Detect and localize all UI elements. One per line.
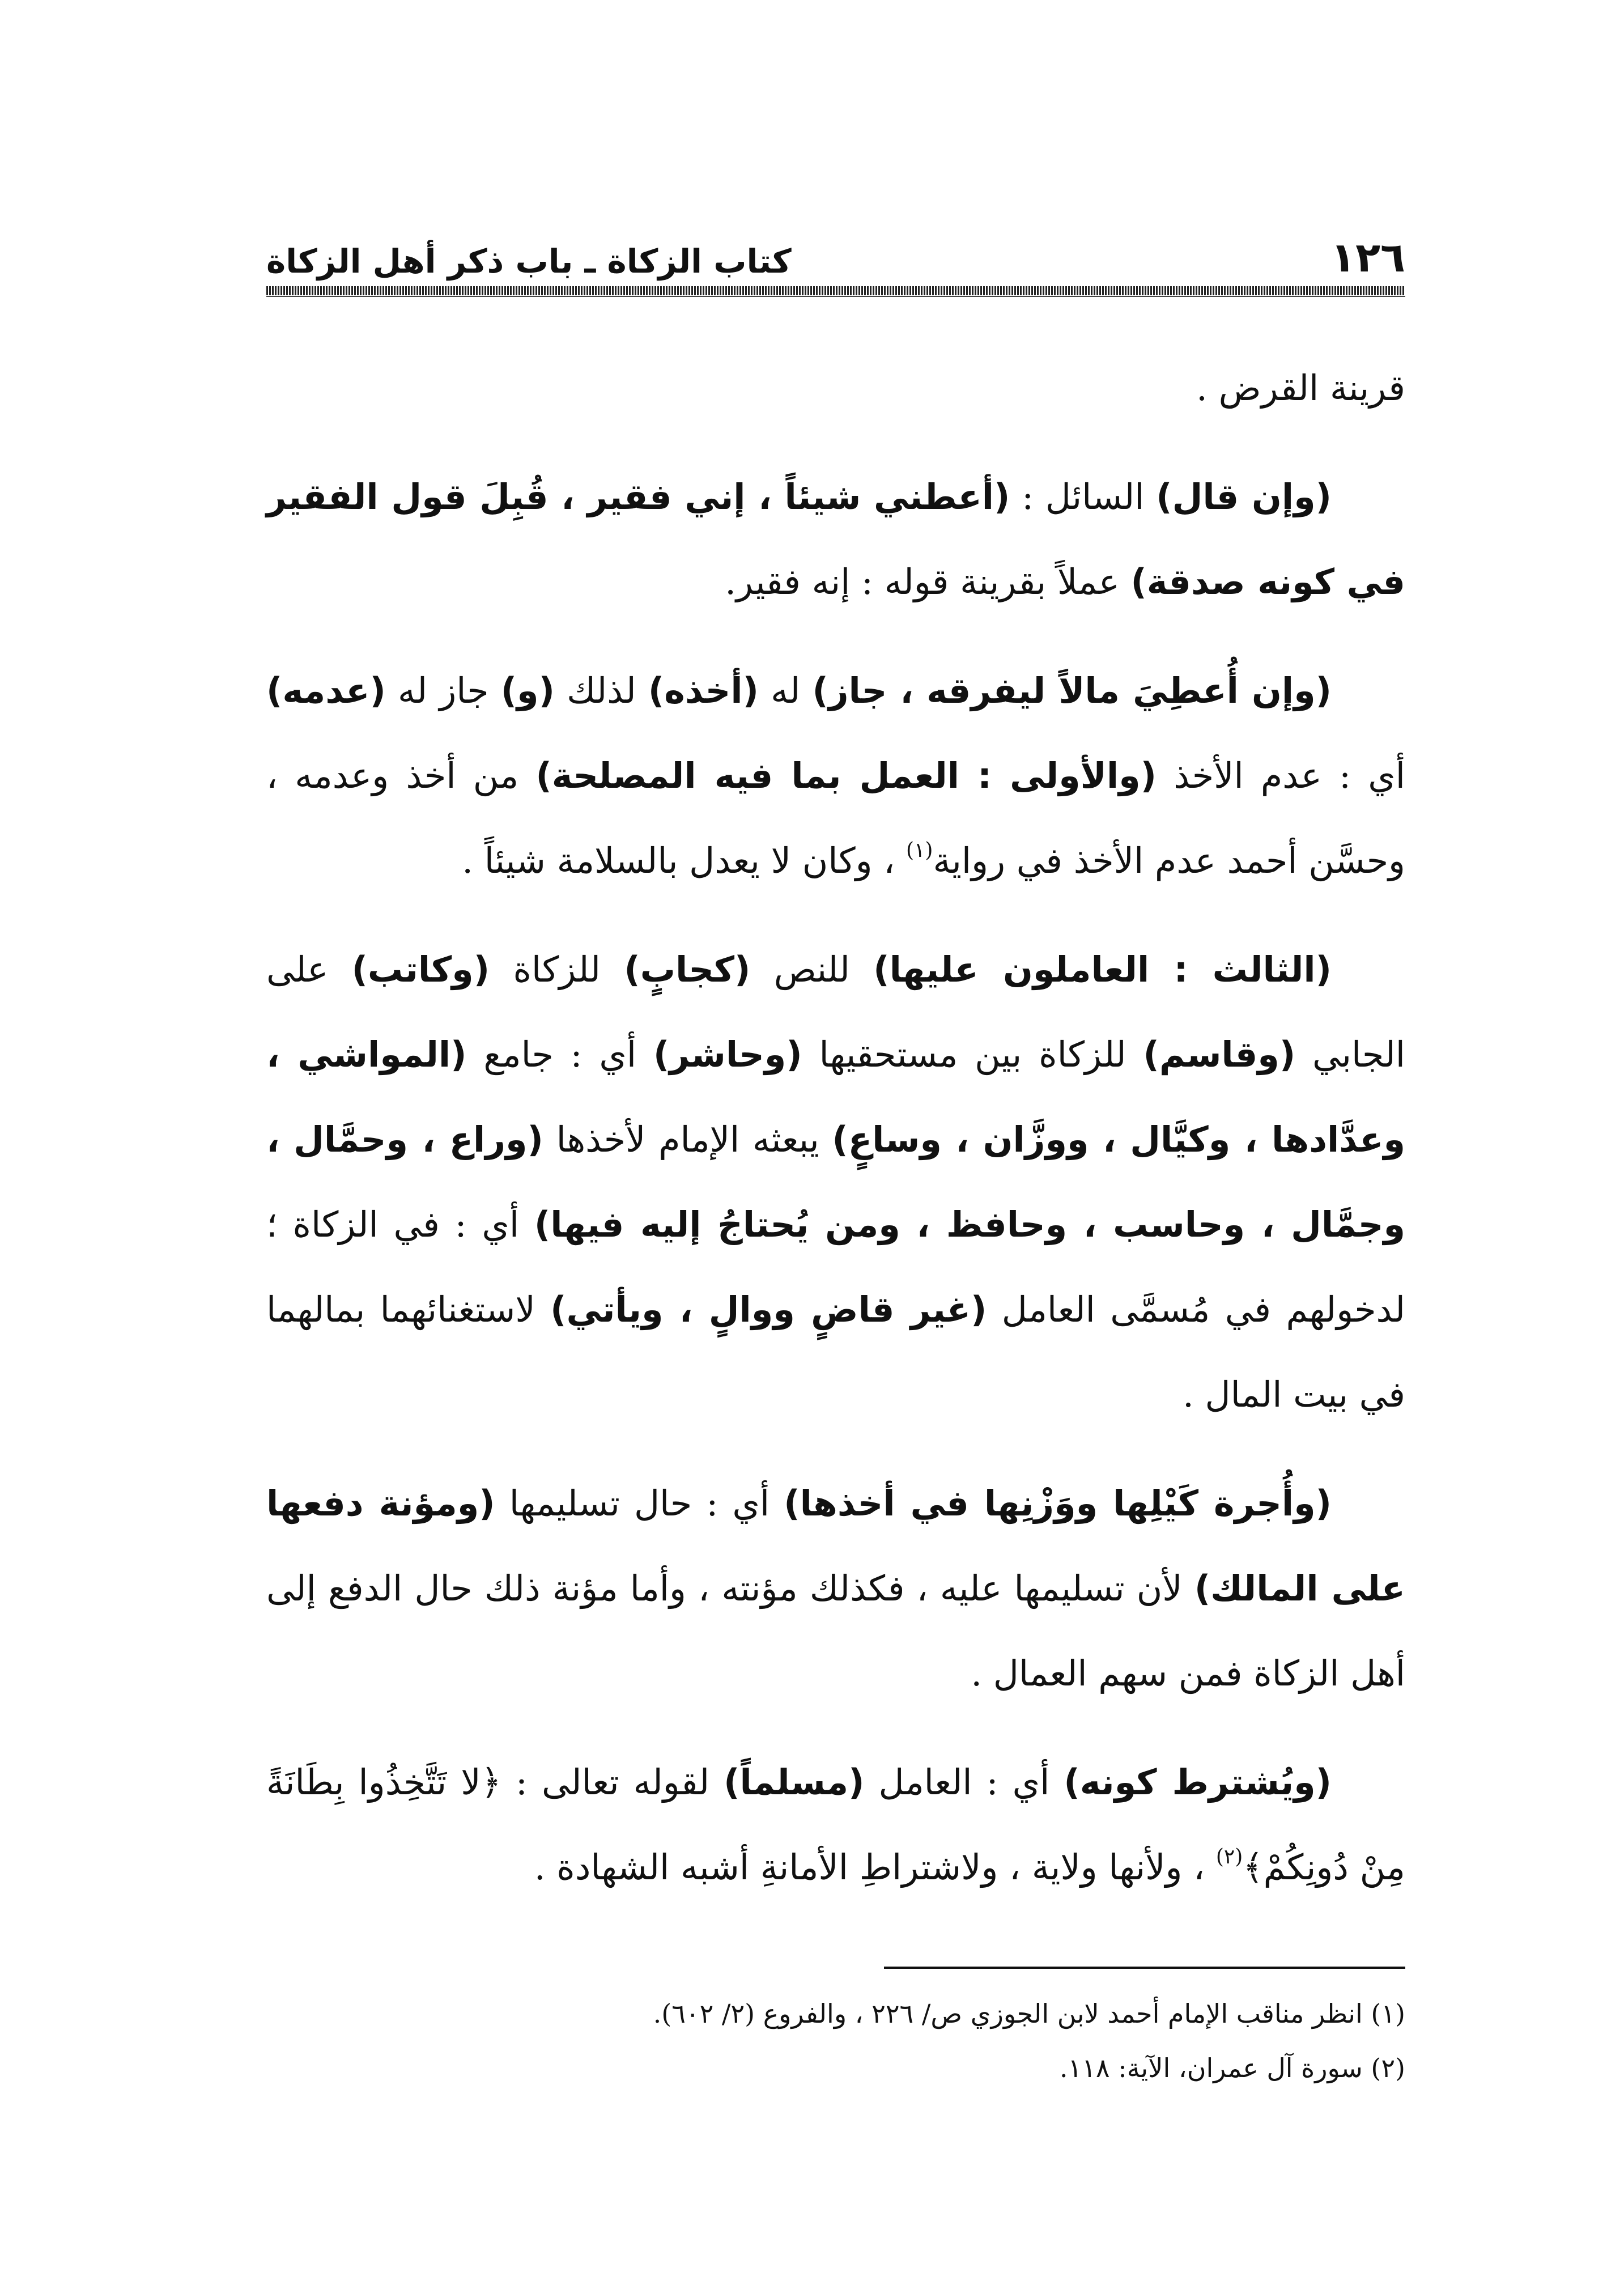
- matn-text: (والأولى : العمل بما فيه المصلحة): [535, 755, 1157, 796]
- paragraph: [266, 1740, 1405, 1910]
- matn-text: (كجابٍ): [624, 949, 751, 990]
- sharh-text: أي : حال تسليمها: [495, 1483, 784, 1524]
- footnotes: [266, 1986, 1405, 2095]
- header-rule: [266, 286, 1405, 295]
- sharh-text: السائل :: [1010, 476, 1157, 517]
- matn-text: (ومؤنة دفعها على المالك): [266, 1483, 1406, 1609]
- matn-text: (أخذه): [648, 670, 759, 711]
- sharh-text: لاستغنائهما بمالهما في بيت المال .: [266, 1289, 1405, 1415]
- sharh-text: للنص: [750, 949, 874, 990]
- header-rule-line: [266, 296, 1405, 297]
- running-title: كتاب الزكاة ـ باب ذكر أهل الزكاة: [266, 242, 792, 281]
- matn-text: (وحاشر): [653, 1034, 802, 1075]
- matn-text: (و): [500, 670, 555, 711]
- sharh-text: يبعثه الإمام لأخذها: [543, 1119, 832, 1160]
- footnote-ref: (١): [906, 839, 933, 862]
- sharh-text: للزكاة بين مستحقيها: [802, 1034, 1143, 1075]
- footnote-2: (٢) سورة آل عمران، الآية: ١١٨.: [1059, 2053, 1405, 2083]
- sharh-text: لأن تسليمها عليه ، فكذلك مؤنته ، وأما مؤنة ذلك حال الدفع إلى أهل الزكاة فمن سهم العمال .: [266, 1568, 1405, 1694]
- matn-text: (ويُشترط كونه): [1064, 1761, 1332, 1803]
- sharh-text: ، ولأنها ولاية ، ولاشتراطِ الأمانةِ أشبه الشهادة .: [534, 1846, 1216, 1888]
- matn-text: (أعطني شيئاً ، إني فقير ، قُبِلَ قول الفقير في كونه صدقة): [266, 476, 1405, 602]
- matn-text: (وقاسم): [1143, 1034, 1296, 1075]
- footnote-1: (١) انظر مناقب الإمام أحمد لابن الجوزي ص/ ٢٢٦ ، والفروع (٢/ ٦٠٢).: [653, 1998, 1405, 2029]
- sharh-text: على الجابي: [266, 949, 1405, 1075]
- matn-text: (غير قاضٍ ووالٍ ، ويأتي): [550, 1289, 987, 1330]
- sharh-text: أي : في الزكاة ؛ لدخولهم في مُسمَّى العامل: [266, 1204, 1405, 1330]
- paragraph: [266, 648, 1405, 903]
- paragraph: [266, 1461, 1405, 1716]
- matn-text: (وإن قال): [1156, 476, 1332, 517]
- sharh-text: أي : جامع: [466, 1034, 653, 1075]
- matn-text: (وكاتب): [351, 949, 490, 990]
- sharh-text: عملاً بقرينة قوله : إنه فقير.: [725, 561, 1131, 602]
- sharh-text: لقوله تعالى : ﴿لا تَتَّخِذُوا بِطَانَةً مِنْ دُونِكُمْ﴾: [266, 1761, 1405, 1888]
- page-number: ١٢٦: [1330, 233, 1405, 281]
- matn-text: (مسلماً): [724, 1761, 865, 1803]
- matn-text: (المواشي ، وعدَّادها ، وكيَّال ، ووزَّان ، وساعٍ): [266, 1034, 1405, 1160]
- paragraph: [266, 927, 1405, 1437]
- running-header: [266, 215, 1405, 281]
- sharh-text: من أخذ وعدمه ، وحسَّن أحمد عدم الأخذ في رواية: [266, 755, 1405, 881]
- sharh-text: قرينة القرض .: [1196, 367, 1405, 409]
- matn-text: (وإن أُعطِيَ مالاً ليفرقه ، جاز): [812, 670, 1332, 711]
- sharh-text: له: [758, 670, 813, 711]
- paragraph: [266, 455, 1405, 625]
- sharh-text: ، وكان لا يعدل بالسلامة شيئاً .: [462, 840, 906, 881]
- matn-text: (وأُجرة كَيْلِها ووَزْنِها في أخذها): [784, 1483, 1332, 1524]
- sharh-text: للزكاة: [490, 949, 624, 990]
- sharh-text: جاز له: [385, 670, 501, 711]
- sharh-text: لذلك: [554, 670, 648, 711]
- sharh-text: أي : العامل: [864, 1761, 1064, 1803]
- footnote-ref: (٢): [1215, 1845, 1243, 1869]
- matn-text: (عدمه): [266, 670, 386, 711]
- paragraph: [266, 346, 1405, 431]
- footnote-separator: [884, 1967, 1405, 1969]
- body-text: [266, 346, 1405, 1934]
- matn-text: (الثالث : العاملون عليها): [873, 949, 1332, 990]
- sharh-text: أي : عدم الأخذ: [1156, 755, 1405, 796]
- matn-text: (وراع ، وحمَّال ، وجمَّال ، وحاسب ، وحافظ ، ومن يُحتاجُ إليه فيها): [266, 1119, 1405, 1245]
